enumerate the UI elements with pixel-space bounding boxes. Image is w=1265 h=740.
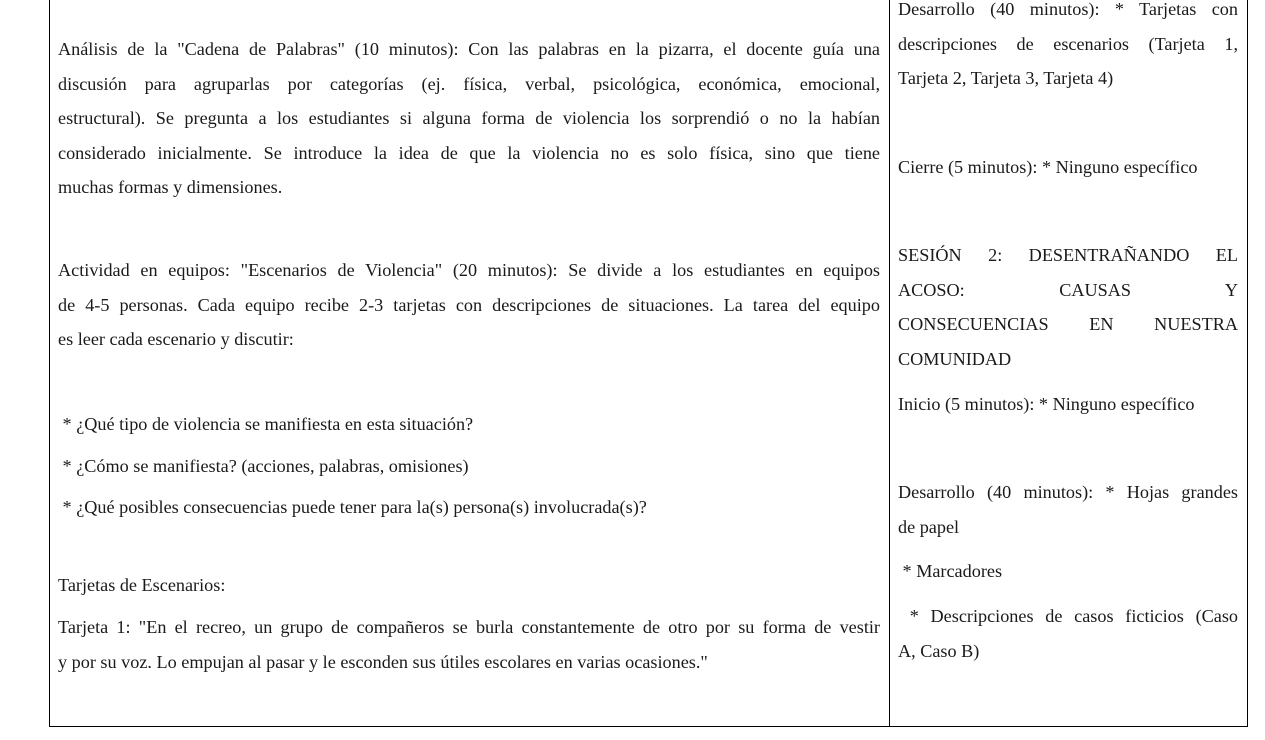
casos-item — [898, 599, 1238, 668]
question-item: * ¿Cómo se manifiesta? (acciones, palabras, omisiones) — [58, 455, 469, 476]
cards-title — [58, 568, 880, 603]
question-list — [58, 404, 880, 529]
text-line: y por su voz. Lo empujan al pasar y le esconden sus útiles escolares en varias ocasiones." — [58, 651, 708, 672]
column-divider — [889, 0, 890, 727]
text-line: Análisis de la "Cadena de Palabras" (10 minutos): Con las palabras en la pizarra, el docente guía una — [58, 39, 880, 59]
text-line: A, Caso B) — [898, 640, 980, 661]
text-line: considerado inicialmente. Se introduce la idea de que la violencia no es solo física, sino que tiene — [58, 142, 880, 163]
text-line: Cierre (5 minutos): * Ninguno específico — [898, 157, 1198, 177]
text-line: Desarrollo (40 minutos): * Tarjetas con — [898, 0, 1238, 19]
text-line: * Descripciones de casos ficticios (Caso — [898, 606, 1238, 626]
cierre-materials — [898, 150, 1238, 185]
question-item: * ¿Qué posibles consecuencias puede tener para la(s) persona(s) involucrada(s)? — [58, 497, 647, 517]
text-line: Tarjeta 2, Tarjeta 3, Tarjeta 4) — [898, 68, 1114, 88]
text-line: CONSECUENCIAS EN NUESTRA — [898, 314, 1238, 334]
text-line: ACOSO: CAUSAS Y — [898, 279, 1238, 300]
paragraph-analisis — [58, 32, 880, 205]
text-line: muchas formas y dimensiones. — [58, 177, 283, 197]
inicio-materials — [898, 387, 1238, 422]
desarrollo-materials — [898, 0, 1238, 96]
text-line: discusión para agruparlas por categorías (ej. física, verbal, psicológica, económica, emocional, — [58, 73, 880, 94]
text-line: de 4-5 personas. Cada equipo recibe 2-3 tarjetas con descripciones de situaciones. La tarea del equipo — [58, 294, 880, 315]
text-line: COMUNIDAD — [898, 348, 1012, 369]
text-line: es leer cada escenario y discutir: — [58, 329, 294, 349]
text-line: de papel — [898, 516, 960, 537]
paragraph-actividad — [58, 253, 880, 357]
text-line: Actividad en equipos: "Escenarios de Violencia" (20 minutos): Se divide a los estudiantes en equipos — [58, 260, 880, 280]
text-line: * Marcadores — [898, 561, 1003, 581]
marcadores-item — [898, 554, 1238, 589]
text-line: estructural). Se pregunta a los estudiantes si alguna forma de violencia los sorprendió o no la habían — [58, 108, 880, 128]
text-line: descripciones de escenarios (Tarjeta 1, — [898, 33, 1238, 54]
text-line: Desarrollo (40 minutos): * Hojas grandes — [898, 482, 1238, 502]
text-line: Inicio (5 minutos): * Ninguno específico — [898, 394, 1195, 414]
question-item: * ¿Qué tipo de violencia se manifiesta en esta situación? — [58, 414, 474, 434]
card-1 — [58, 610, 880, 679]
cards-title-text: Tarjetas de Escenarios: — [58, 575, 226, 595]
text-line: Tarjeta 1: "En el recreo, un grupo de compañeros se burla constantemente de otro por su forma de vestir — [58, 617, 880, 637]
desarrollo-2-materials — [898, 475, 1238, 544]
text-line: SESIÓN 2: DESENTRAÑANDO EL — [898, 245, 1238, 265]
session-2-title — [898, 238, 1238, 376]
